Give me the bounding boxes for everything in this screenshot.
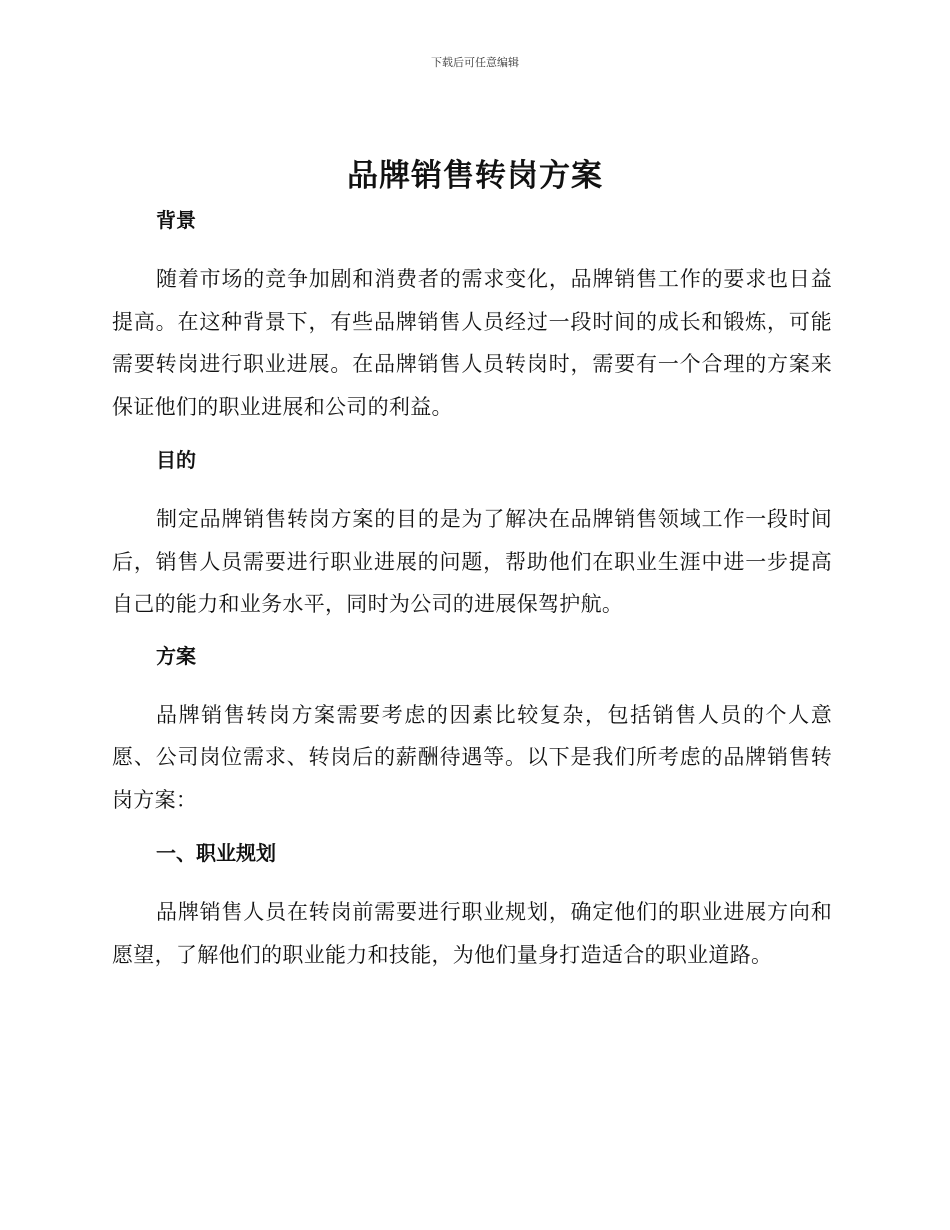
section-paragraph-background: 随着市场的竞争加剧和消费者的需求变化，品牌销售工作的要求也日益提高。在这种背景下，有些品牌销售人员经过一段时间的成长和锻炼，可能需要转岗进行职业进展。在品牌销售人员转岗时，需要有一个合理的方案来保证他们的职业进展和公司的利益。: [112, 267, 832, 419]
section-heading-purpose: 目的: [156, 448, 196, 472]
document-title: 品牌销售转岗方案: [347, 158, 603, 194]
section-paragraph-purpose: 制定品牌销售转岗方案的目的是为了解决在品牌销售领域工作一段时间后，销售人员需要进行职业进展的问题，帮助他们在职业生涯中进一步提高自己的能力和业务水平，同时为公司的进展保驾护航。: [112, 507, 832, 616]
section-paragraph-career-planning: 品牌销售人员在转岗前需要进行职业规划，确定他们的职业进展方向和愿望，了解他们的职业能力和技能，为他们量身打造适合的职业道路。: [112, 900, 832, 967]
document-body: [112, 204, 832, 976]
section-heading-plan: 方案: [156, 643, 196, 668]
section-heading-career-planning: 一、职业规划: [156, 841, 276, 865]
page-header-note: 下载后可任意编辑: [431, 56, 519, 69]
section-heading-background: 背景: [156, 208, 196, 232]
section-paragraph-plan: 品牌销售转岗方案需要考虑的因素比较复杂，包括销售人员的个人意愿、公司岗位需求、转岗后的薪酬待遇等。以下是我们所考虑的品牌销售转岗方案：: [112, 702, 832, 812]
